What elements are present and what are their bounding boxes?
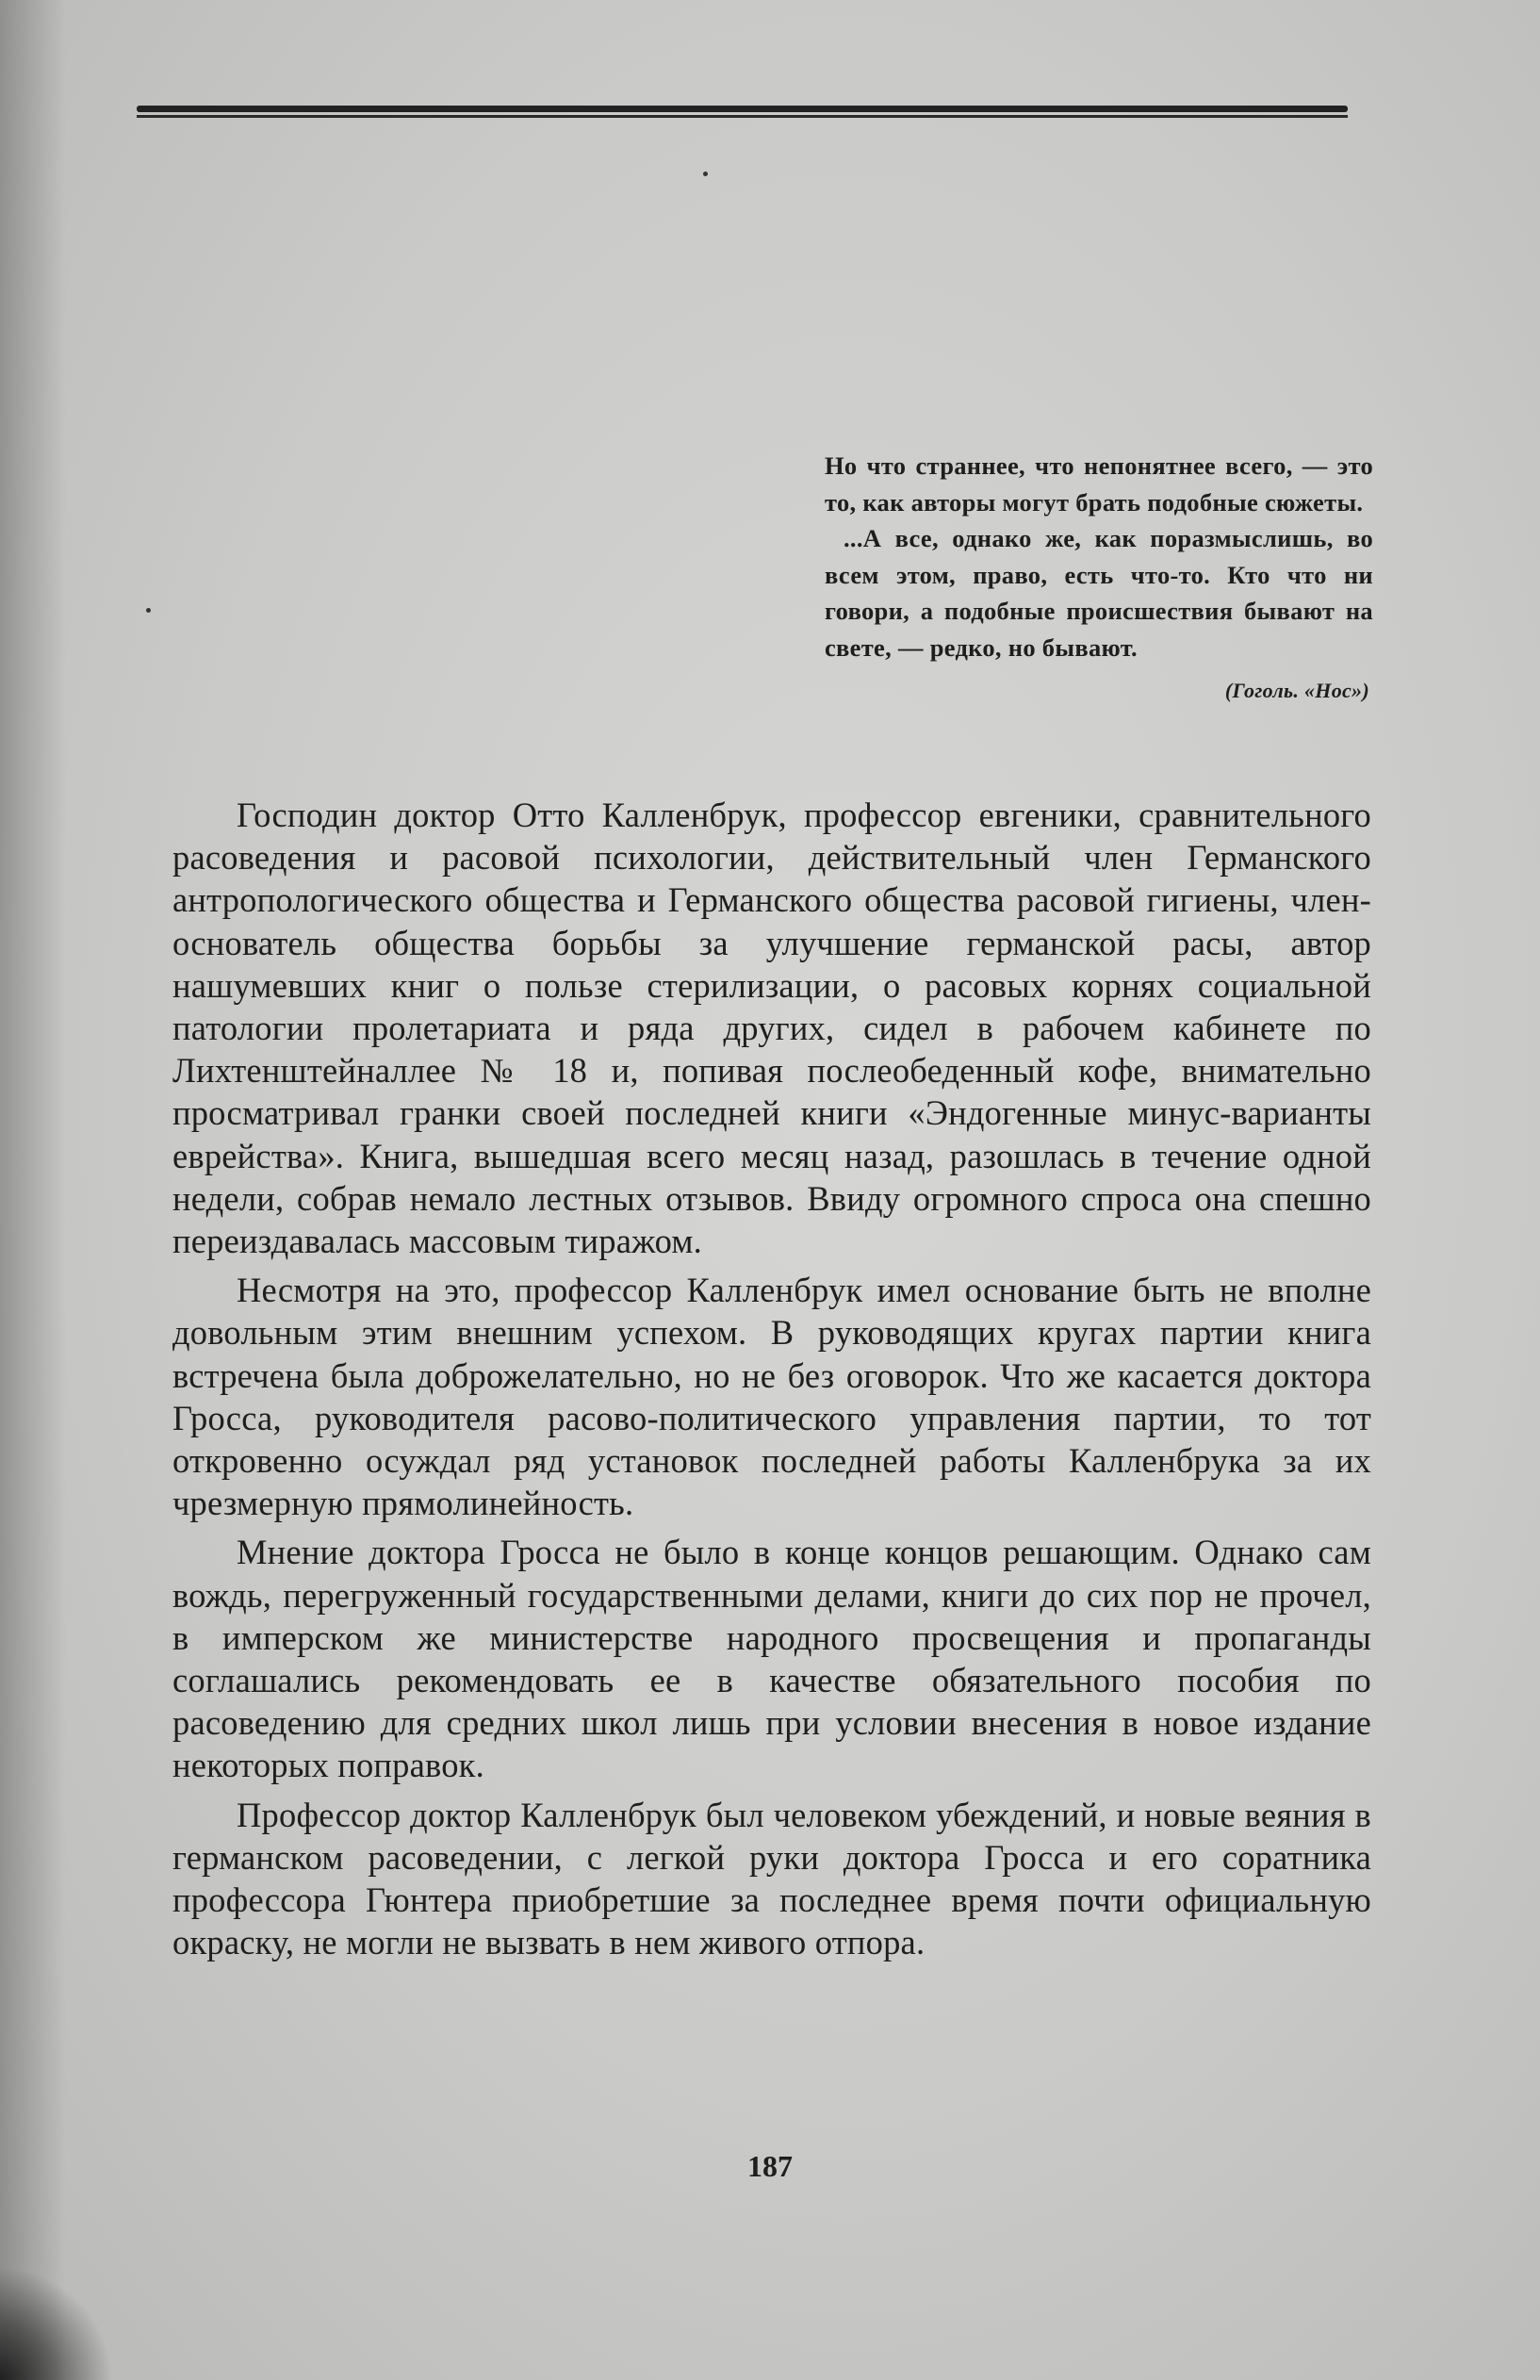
print-speck [703, 172, 708, 176]
epigraph-paragraph: ...А все, однако же, как поразмыслишь, во всем этом, право, есть что-то. Кто что ни говори, а подобные происшествия бывают на свете, — редко, но бывают. [825, 524, 1373, 662]
paragraph: Мнение доктора Гросса не было в конце концов решающим. Однако сам вождь, перегруженный государственными делами, книги до сих пор не прочел, в имперском же министерстве народного просвещения и пропаганды соглашались рекомендовать ее в качестве обязательного пособия по расоведению для средних школ лишь при условии внесения в новое издание некоторых поправок. [172, 1533, 1371, 1785]
paragraph: Профессор доктор Калленбрук был человеком убеждений, и новые веяния в германском расоведении, с легкой руки доктора Гросса и его соратника профессора Гюнтера приобретшие за последнее время почти официальную окраску, не могли не вызвать в нем живого отпора. [172, 1795, 1371, 1962]
paragraph: Господин доктор Отто Калленбрук, профессор евгеники, сравнительного расоведения и расовой психологии, действительный член Германского антропологического общества и Германского общества расовой гигиены, член-основатель общества борьбы за улучшение германской расы, автор нашумевших книг о пользе стерилизации, о расовых корнях социальной патологии пролетариата и ряда других, сидел в рабочем кабинете по Лихтенштейналлее № 18 и, попивая послеобеденный кофе, внимательно просматривал гранки своей последней книги «Эндогенные минус-варианты еврейства». Книга, вышедшая всего месяц назад, разошлась в течение одной недели, собрав немало лестных отзывов. Ввиду огромного спроса она спешно переиздавалась массовым тиражом. [172, 796, 1371, 1261]
epigraph-source: (Гоголь. «Нос») [1224, 679, 1369, 702]
body-text [172, 794, 1371, 1963]
print-speck [146, 608, 151, 613]
spine-shadow [0, 0, 66, 2380]
header-rule [137, 106, 1348, 121]
paragraph: Несмотря на это, профессор Калленбрук имел основание быть не вполне довольным этим внешним успехом. В руководящих кругах партии книга встречена была доброжелательно, но не без оговорок. Что же касается доктора Гросса, руководителя расово-политического управления партии, то тот откровенно осуждал ряд установок последней работы Калленбрука за их чрезмерную прямолинейность. [172, 1271, 1371, 1523]
page-number: 187 [747, 2149, 793, 2183]
corner-shadow [0, 2267, 113, 2380]
epigraph [825, 448, 1373, 710]
epigraph-paragraph: Но что страннее, что непонятнее всего, — это то, как авторы могут брать подобные сюжеты. [825, 451, 1373, 517]
